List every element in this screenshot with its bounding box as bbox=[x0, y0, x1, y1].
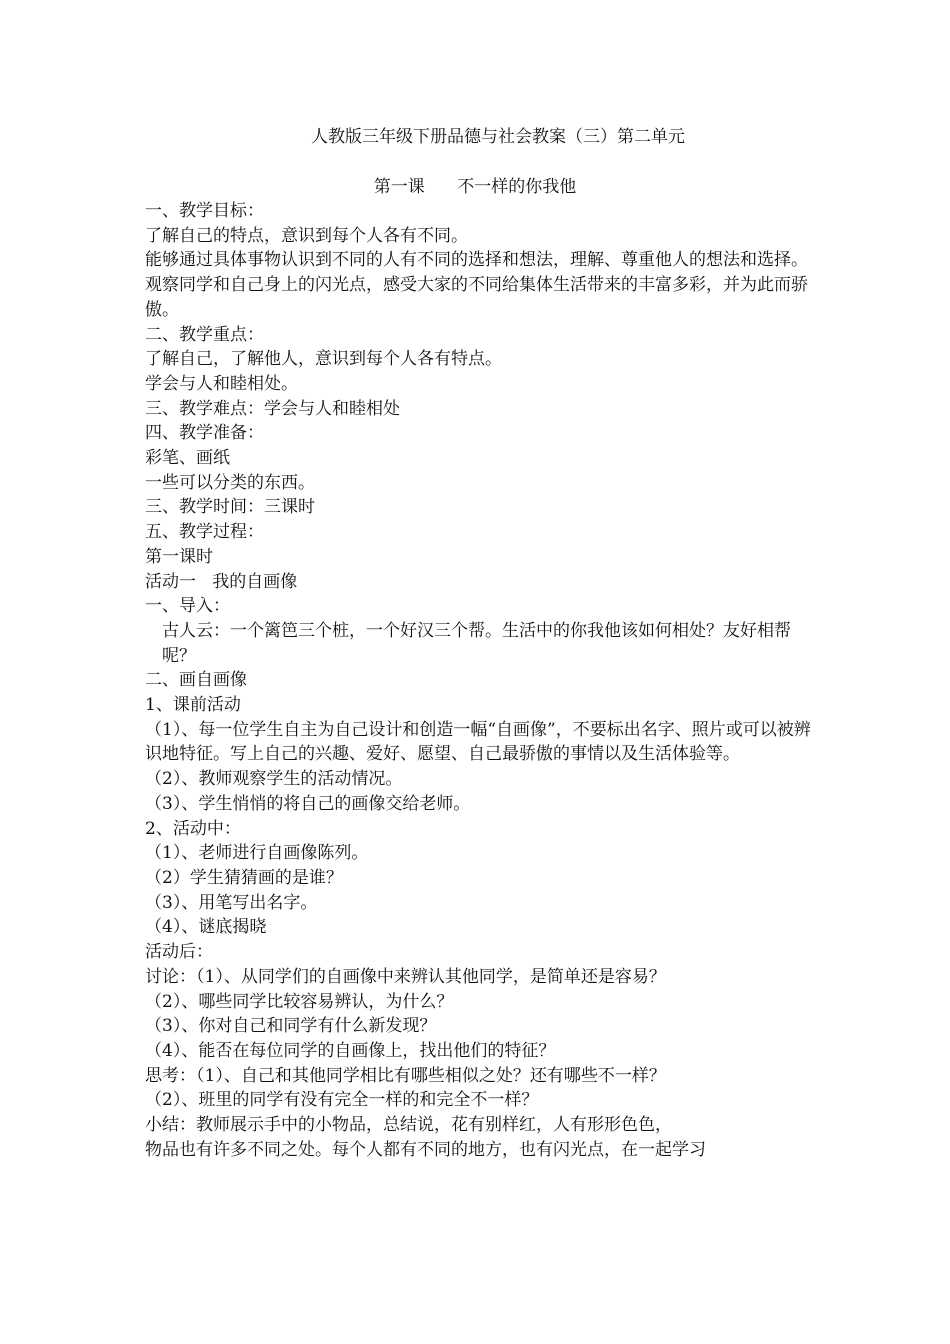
paragraph: （4）、谜底揭晓 bbox=[145, 917, 267, 938]
paragraph: （3）、用笔写出名字。 bbox=[145, 892, 318, 913]
paragraph: （2）、哪些同学比较容易辨认，为什么？ bbox=[145, 991, 454, 1012]
document-title: 人教版三年级下册品德与社会教案（三）第二单元 bbox=[311, 127, 685, 147]
paragraph: 活动一 我的自画像 bbox=[145, 571, 298, 592]
lesson-title: 第一课 不一样的你我他 bbox=[373, 177, 577, 197]
heading-key-points: 二、教学重点： bbox=[145, 324, 264, 345]
heading-self-portrait: 二、画自画像 bbox=[145, 670, 247, 691]
paragraph: 第一课时 bbox=[145, 546, 213, 567]
paragraph: 活动后： bbox=[145, 942, 213, 963]
paragraph: （2）、班里的同学有没有完全一样的和完全不一样？ bbox=[145, 1090, 539, 1111]
paragraph: 彩笔、画纸 bbox=[145, 448, 230, 469]
heading-process: 五、教学过程： bbox=[145, 522, 264, 543]
heading-difficulties: 三、教学难点：学会与人和睦相处 bbox=[145, 398, 400, 419]
paragraph: （2）学生猜猜画的是谁？ bbox=[145, 867, 343, 888]
paragraph: 讨论：（1）、从同学们的自画像中来辨认其他同学，是简单还是容易？ bbox=[145, 966, 666, 987]
paragraph: （1）、老师进行自画像陈列。 bbox=[145, 843, 369, 864]
paragraph: （2）、教师观察学生的活动情况。 bbox=[145, 769, 403, 790]
paragraph: （1）、每一位学生自主为自己设计和创造一幅“自画像”，不要标出名字、照片或可以被辨识地特征。写上自己的兴趣、爱好、愿望、自己最骄傲的事情以及生活体验等。 bbox=[145, 719, 811, 765]
paragraph: 能够通过具体事物认识到不同的人有不同的选择和想法，理解、尊重他人的想法和选择。 bbox=[145, 250, 808, 271]
paragraph: （4）、能否在每位同学的自画像上，找出他们的特征？ bbox=[145, 1040, 556, 1061]
paragraph: 2、活动中： bbox=[145, 818, 241, 839]
paragraph: 学会与人和睦相处。 bbox=[145, 373, 298, 394]
document-body bbox=[145, 199, 817, 1162]
heading-intro: 一、导入： bbox=[145, 596, 230, 617]
paragraph: 思考：（1）、自己和其他同学相比有哪些相似之处？还有哪些不一样？ bbox=[145, 1065, 666, 1086]
heading-objectives: 一、教学目标： bbox=[145, 201, 264, 221]
paragraph: 了解自己，了解他人，意识到每个人各有特点。 bbox=[145, 349, 502, 370]
paragraph: （3）、学生悄悄的将自己的画像交给老师。 bbox=[145, 793, 471, 814]
heading-preparation: 四、教学准备： bbox=[145, 423, 264, 444]
paragraph: 物品也有许多不同之处。每个人都有不同的地方，也有闪光点，在一起学习 bbox=[145, 1139, 706, 1160]
paragraph: 了解自己的特点，意识到每个人各有不同。 bbox=[145, 225, 468, 246]
paragraph: 1、课前活动 bbox=[145, 695, 241, 716]
paragraph: 一些可以分类的东西。 bbox=[145, 472, 315, 493]
paragraph: （3）、你对自己和同学有什么新发现？ bbox=[145, 1016, 437, 1037]
heading-time: 三、教学时间：三课时 bbox=[145, 497, 315, 518]
paragraph: 古人云：一个篱笆三个桩，一个好汉三个帮。生活中的你我他该如何相处？友好相帮呢？ bbox=[162, 620, 791, 666]
paragraph: 小结：教师展示手中的小物品，总结说，花有别样红，人有形形色色， bbox=[145, 1115, 672, 1136]
paragraph: 观察同学和自己身上的闪光点，感受大家的不同给集体生活带来的丰富多彩，并为此而骄傲。 bbox=[145, 275, 808, 320]
